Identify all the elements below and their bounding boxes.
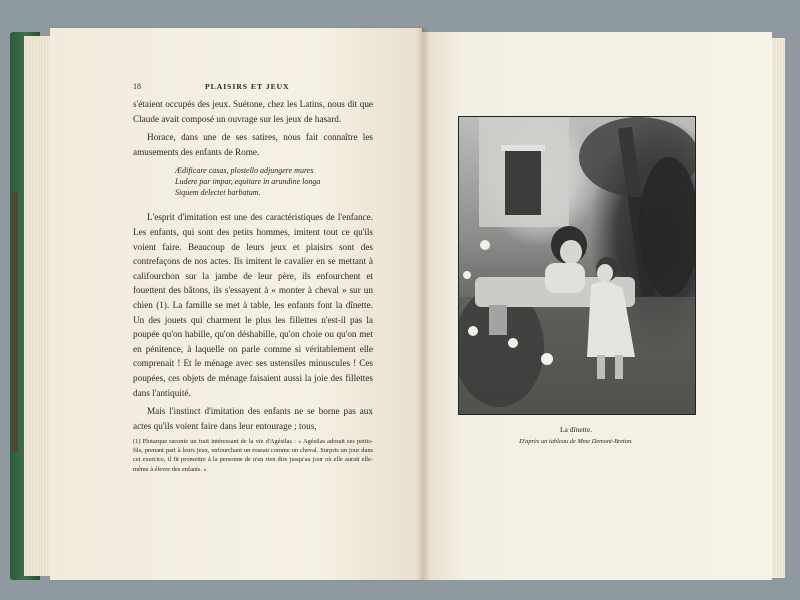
caption-title: La dînette. [559,425,593,434]
book-gutter [416,28,430,580]
caption-source: D'après un tableau de Mme Demont-Breton. [519,438,633,445]
running-title: PLAISIRS ET JEUX [205,82,290,91]
paragraph: Horace, dans une de ses satires, nous fait connaître les amusements des enfants de Rome. [133,132,373,157]
paragraph: L'esprit d'imitation est une des caractéristiques de l'enfance. Les enfants, qui sont des petits hommes, imitent tout ce qu'ils voient faire. Beaucoup de leurs jeux et plaisirs sont des contrefaçons de nos actes. Ils imitent le cavalier en se mettant à califourchon sur la jambe de leur père, ils enfourchent et fouettent des bâtons, ils s'essayent à « monter à cheval » sur un chien (1). La famille se met à table, les enfants font la dînette. Un des jouets qui charment le plus les fillettes n'est-il pas la poupée qu'on habille, qu'on déshabille, qu'on choie ou qu'on met en pénitence, à laquelle on parle comme si véritablement elle comprenait ! Et le ménage avec ses ustensiles minuscules ! Ces poupées, ces objets de ménage faisaient aussi la joie des fillettes dans l'antiquité. [133,212,373,398]
illustration-photo [458,116,696,415]
cover-stain [12,192,18,452]
left-page-text [133,97,373,437]
running-header [133,82,373,96]
paragraph: Mais l'instinct d'imitation des enfants ne se borne pas aux actes qu'ils voient faire dans leur entourage ; tous, [133,406,373,431]
verse-line: Siquem delectet barbatum. [175,188,261,198]
verse-line: Ædificare casas, plostello adjungere mures [175,166,314,176]
verse-line: Ludere par impar, equitare in arundine longa [175,177,321,187]
latin-verse [175,165,373,198]
illustration-caption [458,425,694,445]
footnote: (1) Plutarque raconte un trait intéressant de la vie d'Agésilas : « Agésilas adorait ses petits-fils, prenant part à leurs jeux, enfourchant un roseau comme un cheval. Surpris un jour dans cet exercice, il fit promettre à la personne de n'en rien dire jusqu'au jour où elle aurait elle-même à élever des enfants. » [133,438,373,473]
painting-image [459,117,695,414]
page-number: 18 [133,82,141,91]
paragraph: s'étaient occupés des jeux. Suétone, chez les Latins, nous dit que Claude avait composé un ouvrage sur les jeux de hasard. [133,99,373,124]
